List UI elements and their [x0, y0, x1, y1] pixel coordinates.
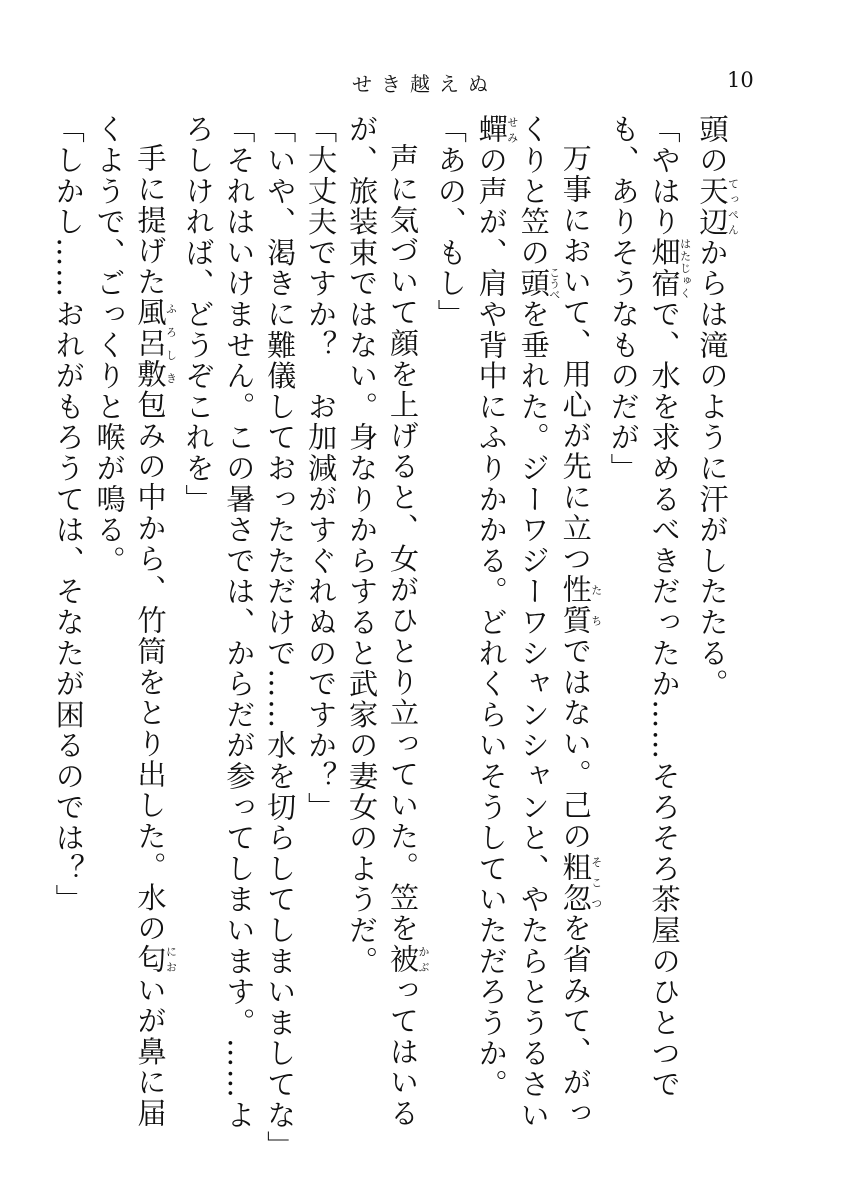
ruby-base: 畑宿: [647, 237, 682, 299]
text-run: を省みて、がっくりと笠の: [516, 114, 593, 1129]
running-title: せき越えぬ: [352, 72, 497, 96]
ruby-reading: はたじゅく: [678, 237, 692, 299]
paragraph: [259, 114, 300, 1162]
text-run: ってはいるが、旅装束ではない。身なりからすると武家の妻女のようだ。: [344, 114, 420, 1129]
ruby-reading: かぶ: [416, 944, 430, 975]
paragraph: [300, 114, 341, 1154]
furigana-word: [516, 266, 561, 300]
text-run: 「やはり: [647, 114, 682, 238]
furigana-word: [133, 297, 178, 390]
furigana-word: [133, 944, 178, 975]
ruby-base: 頭: [516, 266, 551, 300]
ruby-reading: てっぺん: [726, 175, 740, 238]
furigana-word: [695, 175, 740, 238]
text-run: を垂れた。ジーワジーワシャンシャンと、やたらとうるさい: [516, 298, 551, 1131]
text-run: ではない。己の: [558, 636, 593, 852]
text-run: 「しかし……おれがもろうては、そなたが困るのでは？」: [51, 114, 86, 915]
ruby-base: 蟬: [474, 114, 509, 145]
text-run: 「それはいけません。この暑さでは、からだが参ってしまいます。……よろしければ、どうぞこれを」: [180, 114, 256, 1131]
furigana-word: [474, 114, 519, 145]
furigana-word: [558, 574, 603, 636]
paragraph: [47, 114, 88, 1154]
body-text: [51, 114, 740, 1162]
page-number: 10: [727, 68, 754, 92]
text-run: 「大丈夫ですか？ お加減がすぐれぬのですか？」: [303, 114, 338, 823]
ruby-reading: こうべ: [547, 266, 561, 300]
text-run: 手に提げた: [133, 143, 168, 298]
ruby-base: 風呂敷: [133, 297, 168, 390]
text-run: 万事において、用心が先に立つ: [558, 143, 593, 575]
ruby-reading: にお: [164, 944, 178, 975]
ruby-reading: そこつ: [589, 851, 603, 914]
furigana-word: [647, 237, 692, 299]
text-run: 声に気づいて顔を上げると、女がひとり立っていた。笠を: [385, 143, 420, 944]
furigana-word: [385, 944, 430, 975]
ruby-base: 匂: [133, 944, 168, 975]
ruby-base: 天辺: [695, 175, 729, 238]
paragraph: [429, 114, 470, 1154]
text-run: いが鼻に届くようで、ごっくりと喉が鳴る。: [92, 114, 168, 1129]
ruby-reading: ふろしき: [164, 297, 178, 390]
paragraph: [691, 114, 739, 1154]
paragraph: [88, 114, 177, 1154]
paragraph: [470, 114, 602, 1154]
text-run: 「あの、もし」: [433, 114, 468, 330]
text-run: で、水を求めるべきだったか……そろそろ茶屋のひとつでも、ありそうなものだが」: [606, 114, 682, 1100]
ruby-base: 粗忽: [558, 851, 593, 914]
paragraph: [341, 114, 430, 1154]
ruby-reading: せみ: [505, 114, 519, 145]
text-run: の声が、肩や背中にふりかかる。どれくらいそうしていただろうか。: [474, 144, 509, 1100]
ruby-reading: たち: [589, 574, 603, 636]
text-run: 「いや、渇きに難儀しておったただけで……水を切らしてしまいましてな」: [262, 114, 297, 1162]
paragraph: [602, 114, 691, 1154]
ruby-base: 性質: [558, 574, 593, 636]
furigana-word: [558, 851, 603, 914]
text-run: からは滝のように汗がしたたる。: [695, 237, 729, 700]
paragraph: [177, 114, 259, 1154]
text-run: 包みの中から、竹筒をとり出した。水の: [133, 389, 168, 944]
running-header: [0, 68, 841, 98]
text-run: 頭の: [695, 114, 729, 176]
ruby-base: 被: [385, 944, 420, 975]
